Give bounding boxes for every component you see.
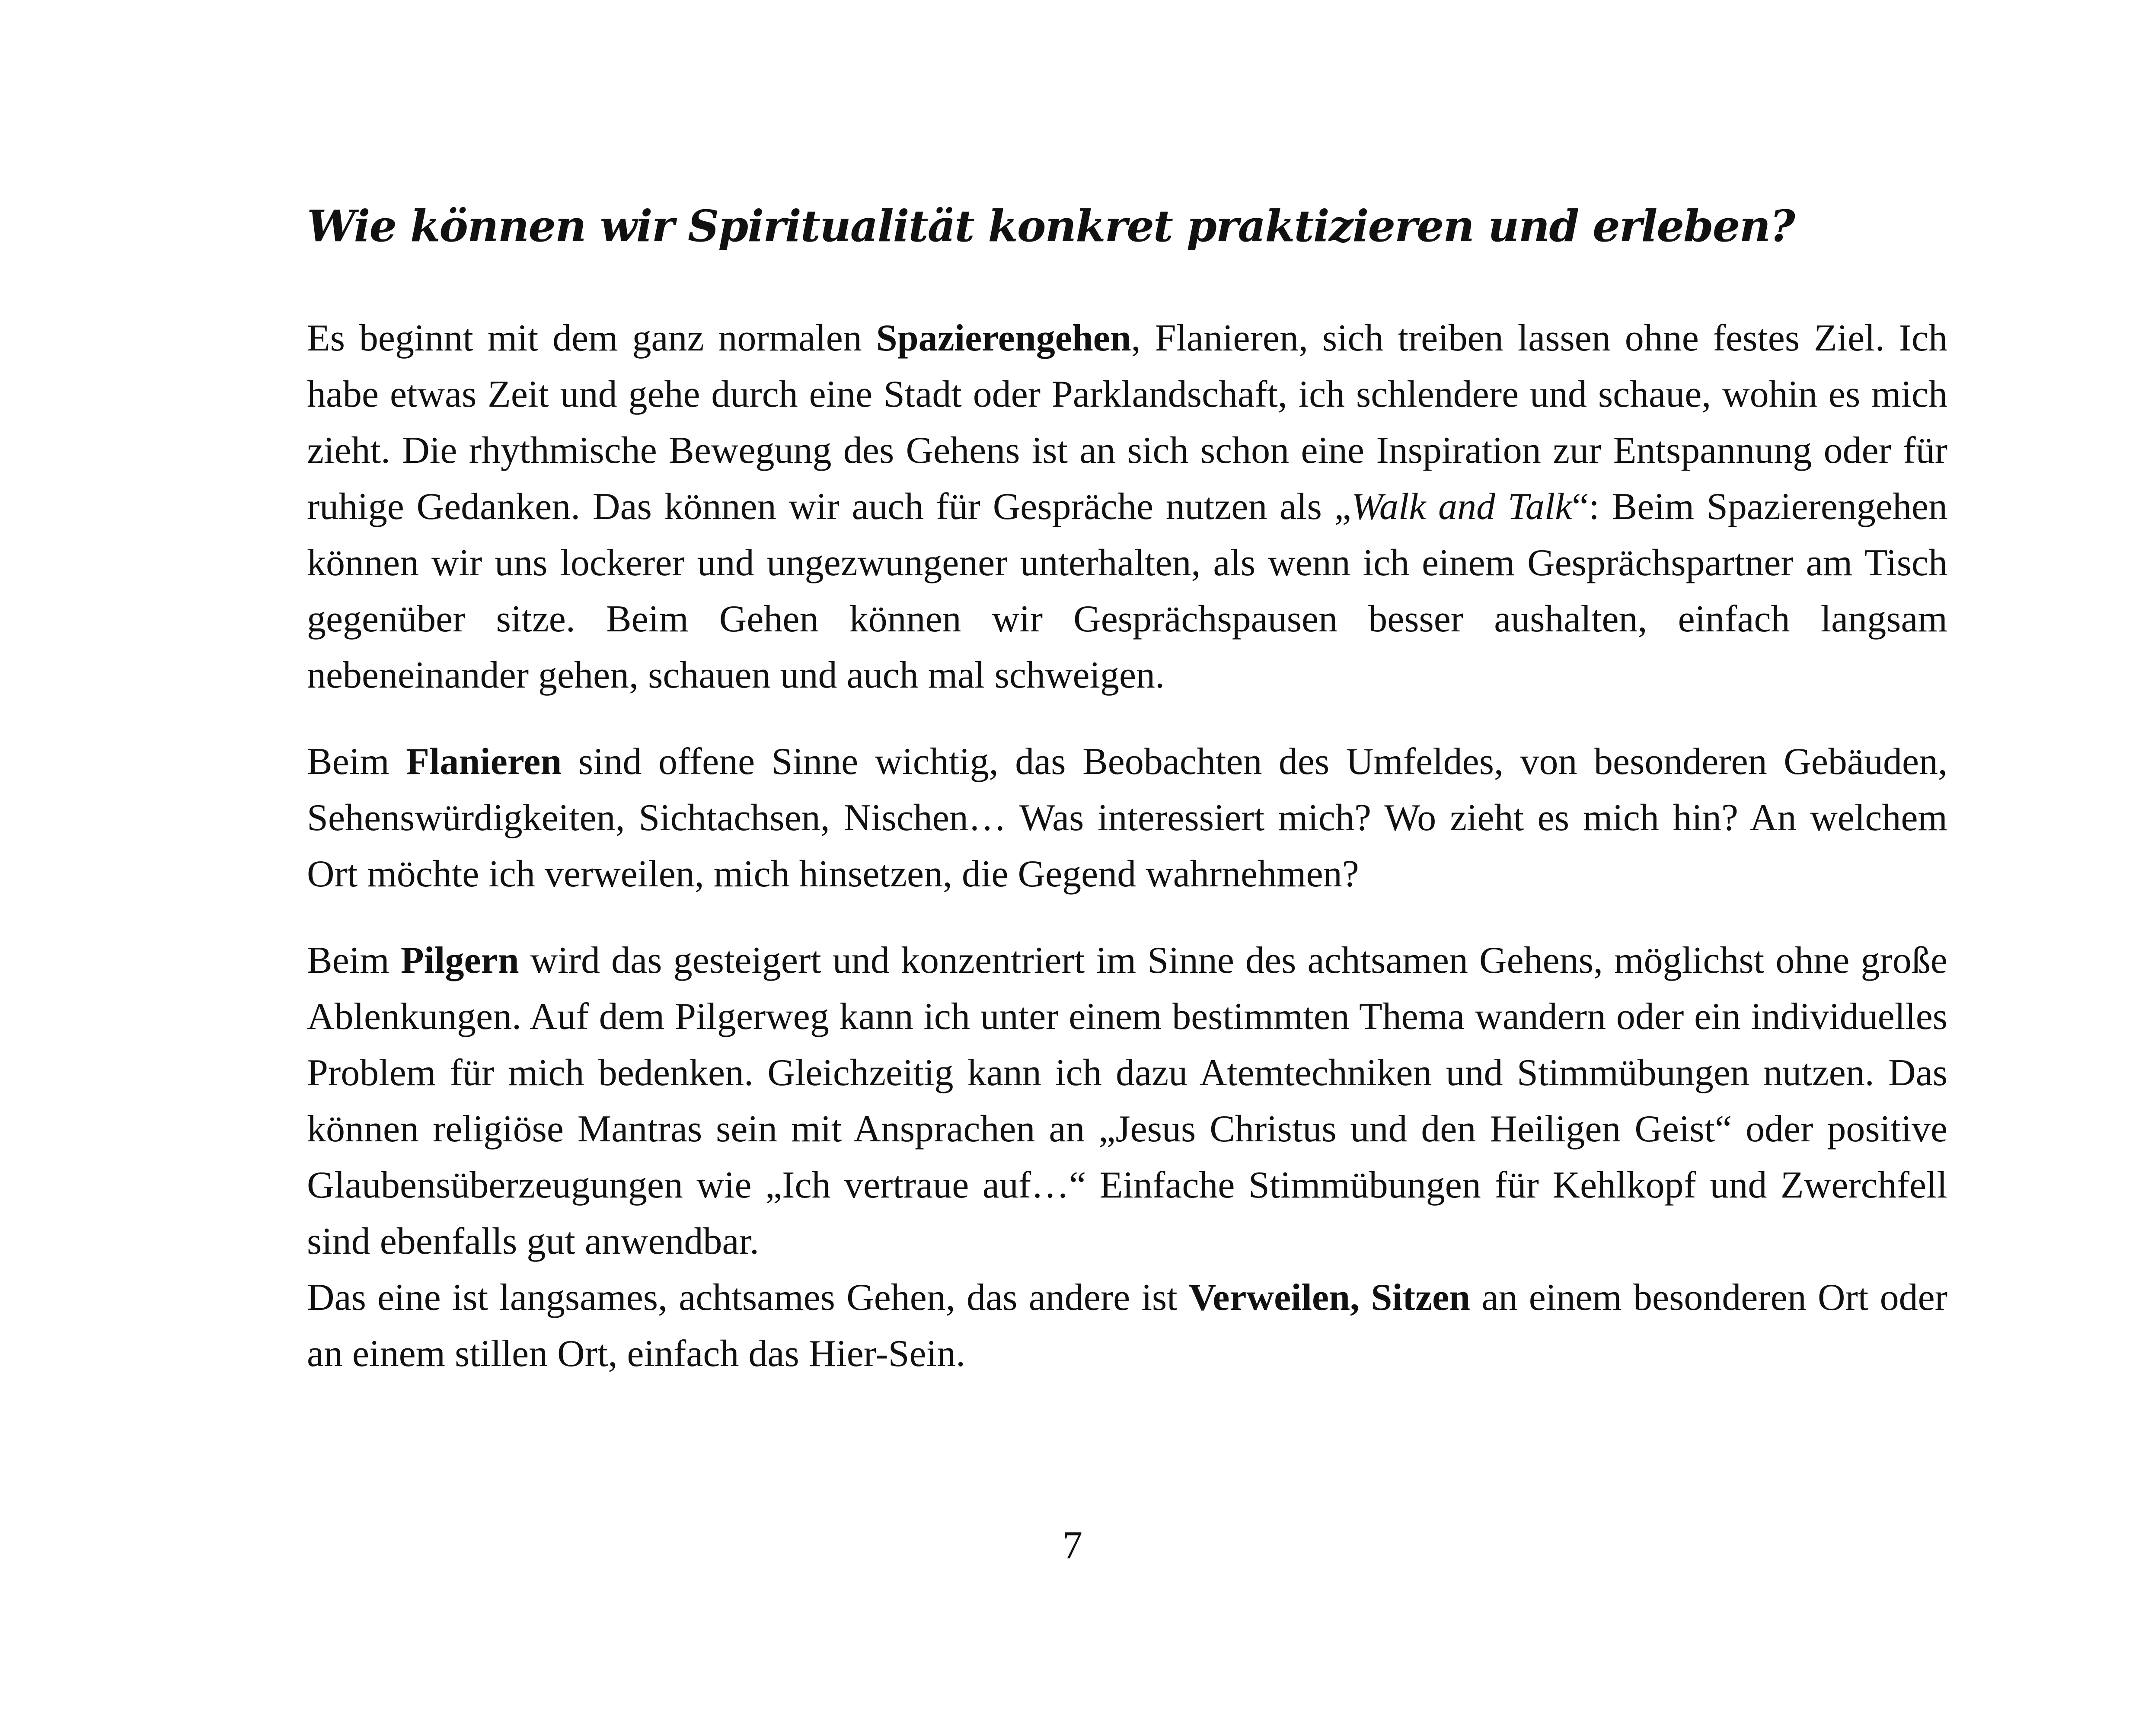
bold-term-verweilen-sitzen: Verweilen, Sitzen (1188, 1277, 1471, 1319)
paragraph-spazierengehen (307, 310, 1947, 704)
paragraph-verweilen (307, 1270, 1947, 1382)
paragraph-text: Es beginnt mit dem ganz normalen (307, 317, 876, 359)
bold-term-spazierengehen: Spazierengehen (876, 317, 1131, 359)
page-number: 7 (1063, 1523, 1082, 1567)
paragraph-text: Beim (307, 741, 406, 783)
paragraph-text: an einem besonderen Ort oder an einem stillen Ort, einfach das Hier-Sein. (307, 1277, 1948, 1375)
bold-term-pilgern: Pilgern (400, 940, 519, 981)
page-content (307, 194, 1947, 1382)
paragraph-text: “: Beim Spazierengehen können wir uns lockerer und ungezwungener unterhalten, als wenn ich einem Gesprächspartner am Tisch gegenüber sitze. Beim Gehen können wir Gesprächspausen besser aushalten, einfach langsam nebeneinander gehen, schauen und auch mal schweigen. (307, 486, 1947, 696)
italic-phrase-walk-and-talk: Walk and Talk (1351, 486, 1572, 528)
paragraph-text: Das eine ist langsames, achtsames Gehen, das andere ist (307, 1277, 1189, 1319)
section-heading: Wie können wir Spiritualität konkret praktizieren und erleben? (307, 201, 1794, 252)
paragraph-text: Beim (307, 940, 401, 981)
paragraph-flanieren (307, 734, 1947, 902)
paragraph-text: sind offene Sinne wichtig, das Beobachten des Umfeldes, von besonderen Gebäuden, Sehenswürdigkeiten, Sichtachsen, Nischen… Was interessiert mich? Wo zieht es mich hin? An welchem Ort möchte ich verweilen, mich hinsetzen, die Gegend wahrnehmen? (307, 741, 1947, 895)
paragraph-pilgern (307, 933, 1947, 1270)
paragraph-text: wird das gesteigert und konzentriert im Sinne des achtsamen Gehens, möglichst ohne große Ablenkungen. Auf dem Pilgerweg kann ich unter einem bestimmten Thema wandern oder ein individuelles Problem für mich bedenken. Gleichzeitig kann ich dazu Atemtechniken und Stimmübungen nutzen. Das können religiöse Mantras sein mit Ansprachen an „Jesus Christus und den Heiligen Geist“ oder positive Glaubensüberzeugungen wie „Ich vertraue auf…“ Einfache Stimmübungen für Kehlkopf und Zwerchfell sind ebenfalls gut anwendbar. (307, 940, 1947, 1262)
paragraph-text: , Flanieren, sich treiben lassen ohne festes Ziel. Ich habe etwas Zeit und gehe durch eine Stadt oder Parklandschaft, ich schlendere und schaue, wohin es mich zieht. Die rhythmische Bewegung des Gehens ist an sich schon eine Inspiration zur Entspannung oder für ruhige Gedanken. Das können wir auch für Gespräche nutzen als „ (307, 317, 1948, 528)
bold-term-flanieren: Flanieren (406, 741, 562, 783)
